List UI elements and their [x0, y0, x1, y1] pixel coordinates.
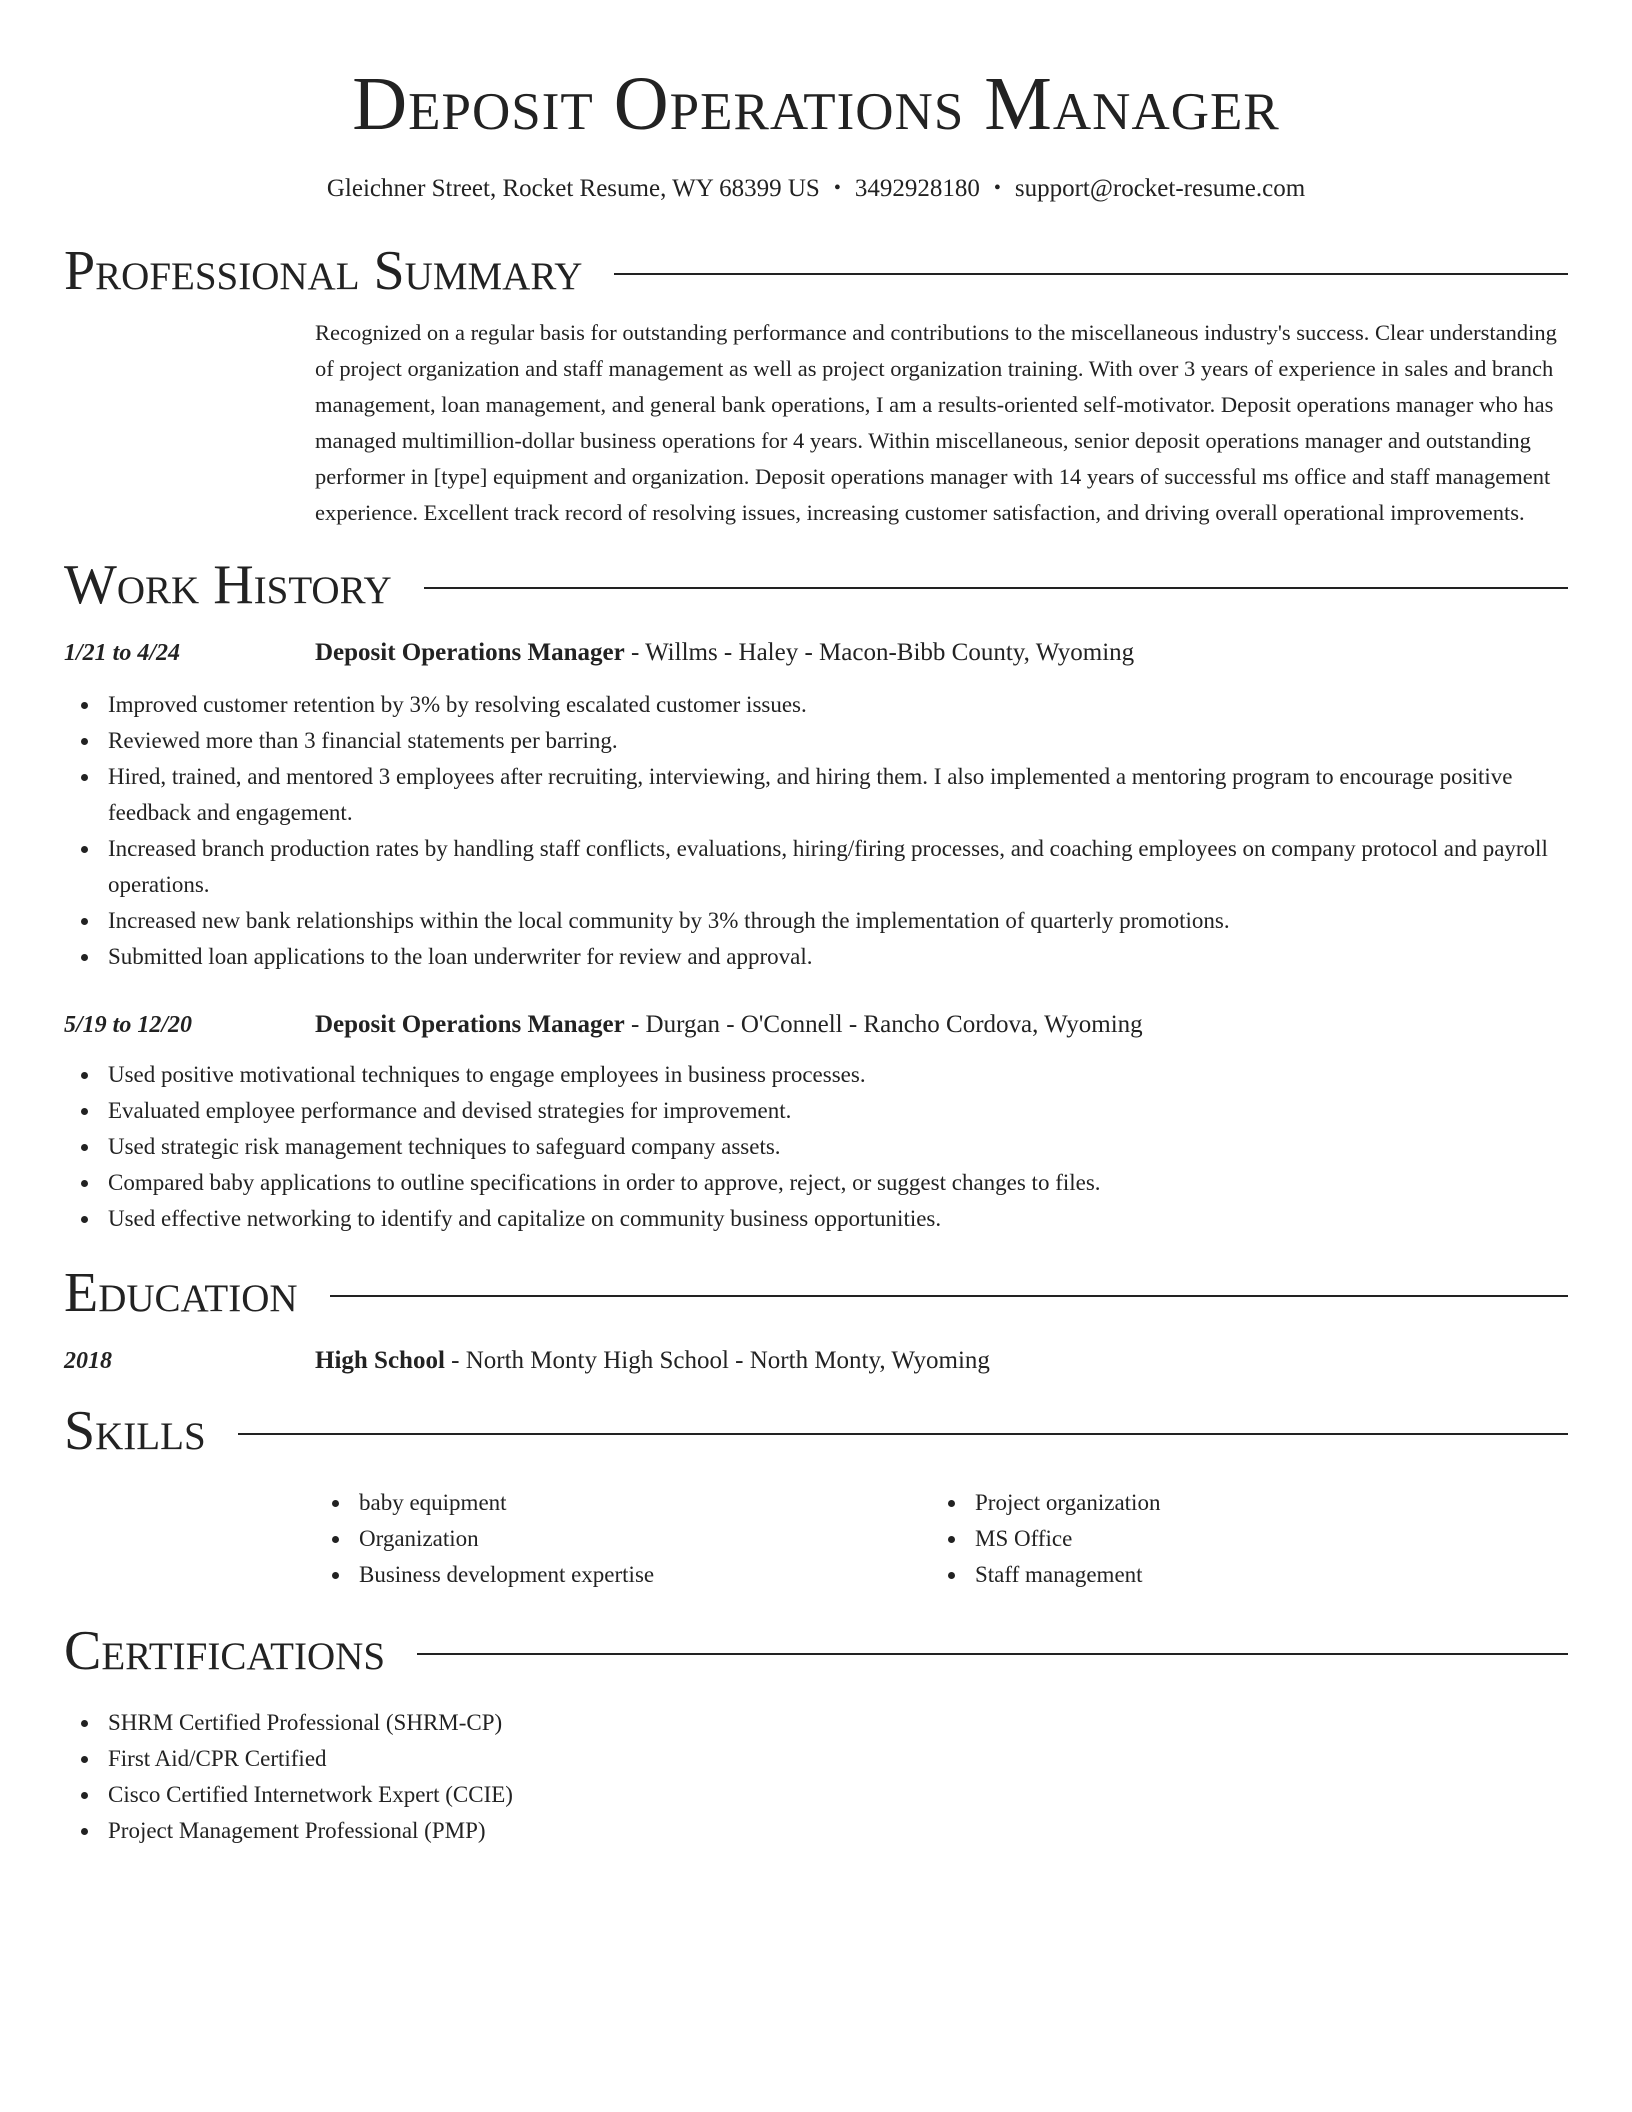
job-entry	[64, 635, 1568, 975]
skills-section-title: Skills	[64, 1400, 206, 1462]
contact-line	[64, 172, 1568, 205]
list-item: Used positive motivational techniques to engage employees in business processes.	[64, 1057, 1568, 1093]
skill-item: MS Office	[931, 1521, 1547, 1557]
list-item: Increased branch production rates by handling staff conflicts, evaluations, hiring/firing processes, and coaching employees on company protocol and payroll operations.	[64, 831, 1568, 903]
list-item: Reviewed more than 3 financial statements per barring.	[64, 723, 1568, 759]
summary-section-title: Professional Summary	[64, 240, 583, 302]
contact-separator: •	[833, 177, 841, 199]
certification-item: First Aid/CPR Certified	[64, 1741, 1568, 1777]
education-line	[315, 1343, 990, 1379]
section-divider	[417, 1653, 1568, 1655]
skill-item: baby equipment	[315, 1485, 931, 1521]
skill-item: Organization	[315, 1521, 931, 1557]
list-item: Used strategic risk management techniques to safeguard company assets.	[64, 1129, 1568, 1165]
resume-name: Deposit Operations Manager	[352, 62, 1280, 146]
list-item: Submitted loan applications to the loan underwriter for review and approval.	[64, 939, 1568, 975]
list-item: Compared baby applications to outline specifications in order to approve, reject, or suggest changes to files.	[64, 1165, 1568, 1201]
summary-text: Recognized on a regular basis for outstanding performance and contributions to the miscellaneous industry's success. Clear understanding of project organization and staff management as well as project organization training. With over 3 years of experience in sales and branch management, loan management, and general bank operations, I am a results-oriented self-motivator. Deposit operations manager who has managed multimillion-dollar business operations for 4 years. Within miscellaneous, senior deposit operations manager and outstanding performer in [type] equipment and organization. Deposit operations manager with 14 years of successful ms office and staff management experience. Excellent track record of resolving issues, increasing customer satisfaction, and driving overall operational improvements.	[315, 320, 1557, 525]
skills-section-header	[64, 1399, 1568, 1463]
certification-item: Project Management Professional (PMP)	[64, 1813, 1568, 1849]
section-divider	[614, 273, 1568, 275]
contact-phone: 3492928180	[854, 175, 980, 202]
certification-item: Cisco Certified Internetwork Expert (CCIE)	[64, 1777, 1568, 1813]
contact-address: Gleichner Street, Rocket Resume, WY 68399 US	[326, 175, 820, 202]
skills-column-left	[315, 1485, 931, 1593]
skills-list	[315, 1485, 1568, 1593]
section-divider	[424, 587, 1568, 589]
certification-item: SHRM Certified Professional (SHRM-CP)	[64, 1705, 1568, 1741]
skills-column-right	[931, 1485, 1547, 1593]
certifications-section-header	[64, 1619, 1568, 1683]
job-bullets	[64, 687, 1568, 975]
job-header	[64, 635, 1568, 671]
job-dates: 1/21 to 4/24	[64, 640, 181, 666]
job-header	[64, 1007, 1568, 1043]
list-item: Used effective networking to identify and capitalize on community business opportunities.	[64, 1201, 1568, 1237]
job-entry	[64, 1007, 1568, 1237]
job-role: Deposit Operations Manager	[315, 639, 625, 666]
section-divider	[238, 1433, 1568, 1435]
list-item: Improved customer retention by 3% by resolving escalated customer issues.	[64, 687, 1568, 723]
job-dates: 5/19 to 12/20	[64, 1012, 193, 1038]
education-section-title: Education	[64, 1262, 298, 1324]
certifications-list	[64, 1705, 1568, 1849]
list-item: Hired, trained, and mentored 3 employees after recruiting, interviewing, and hiring them. I also implemented a mentoring program to encourage positive feedback and engagement.	[64, 759, 1568, 831]
work-section-header	[64, 553, 1568, 617]
contact-email: support@rocket-resume.com	[1014, 175, 1306, 202]
job-details: - Durgan - O'Connell - Rancho Cordova, Wyoming	[624, 1011, 1143, 1038]
skill-item: Business development expertise	[315, 1557, 931, 1593]
education-year: 2018	[64, 1348, 112, 1374]
education-section-header	[64, 1261, 1568, 1325]
resume-page	[64, 0, 1568, 1849]
education-entry	[64, 1343, 1568, 1379]
list-item: Increased new bank relationships within the local community by 3% through the implementation of quarterly promotions.	[64, 903, 1568, 939]
skill-item: Staff management	[931, 1557, 1547, 1593]
list-item: Evaluated employee performance and devised strategies for improvement.	[64, 1093, 1568, 1129]
education-degree: High School	[315, 1347, 445, 1374]
job-bullets	[64, 1057, 1568, 1237]
job-role: Deposit Operations Manager	[315, 1011, 625, 1038]
job-title-line	[315, 635, 1134, 671]
certifications-section-title: Certifications	[64, 1620, 386, 1682]
skill-item: Project organization	[931, 1485, 1547, 1521]
contact-separator: •	[993, 177, 1001, 199]
section-divider	[330, 1295, 1568, 1297]
summary-section-header	[64, 239, 1568, 303]
education-details: - North Monty High School - North Monty, Wyoming	[444, 1347, 990, 1374]
job-details: - Willms - Haley - Macon-Bibb County, Wyoming	[624, 639, 1135, 666]
work-section-title: Work History	[64, 554, 392, 616]
job-title-line	[315, 1007, 1143, 1043]
